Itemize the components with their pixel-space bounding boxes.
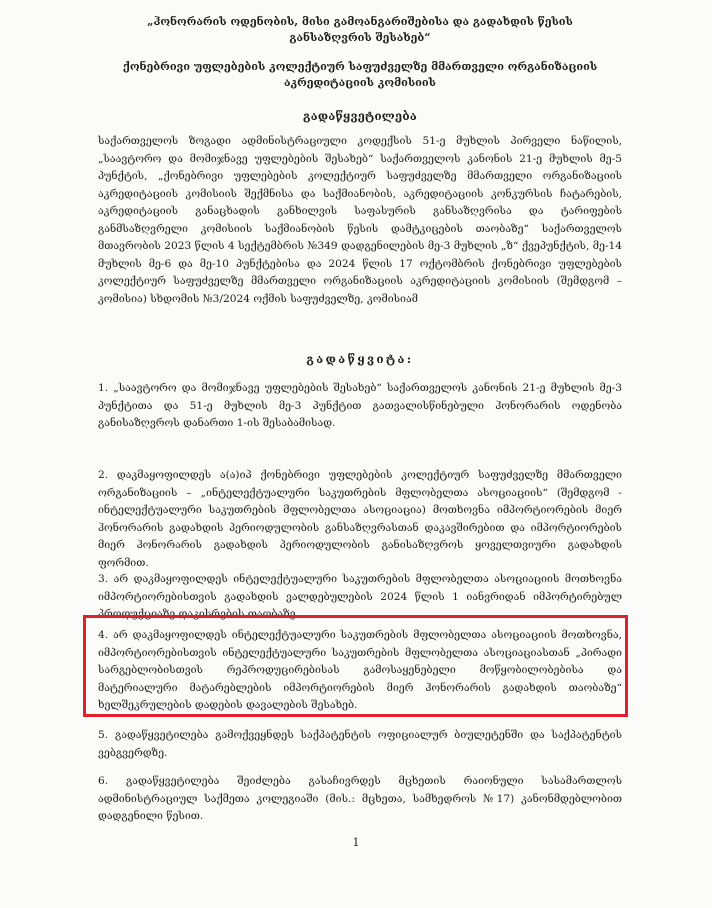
decision-item-4: 4. არ დაკმაყოფილდეს ინტელექტუალური საკუთრების მფლობელთა ასოციაციის მოთხოვნა, იმპორტიორებისთვის ინტელექტუალური საკუთრების მფლობელთა ასოციაციასთან „პირადი სარგებლობისთვის რეპროდუცირებისას გამოსაყენებელი მოწყობილობებისა და მატერიალური მატარებლების იმპორტიორების მიერ ჰონორარის გადახდის თაობაზე“ ხელშეკრულების დადების დავალების შესახებ.: [98, 629, 622, 711]
page-number: 1: [352, 836, 360, 849]
issuing-body: ქონებრივი უფლებების კოლექტიურ საფუძველზე მმართველი ორგანიზაციის აკრედიტაციის კომისიის: [122, 60, 598, 89]
decision-item-6: 6. გადაწყვეტილება შეიძლება გასაჩივრდეს მცხეთის რაიონული სასამართლოს ადმინისტრაციულ საქმეთა კოლეგიაში (მის.: მცხეთა, სამხედროს №17) კანონმდებლობით დადგენილი წესით.: [98, 775, 622, 822]
preamble-paragraph: საქართველოს ზოგადი ადმინისტრაციული კოდექსის 51-ე მუხლის პირველი ნაწილის, „საავტორო და მომიჯნავე უფლებების შესახებ“ საქართველოს კანონის 21-ე მუხლის მე-5 პუნქტის, „ქონებრივი უფლებების კოლექტიურ საფუძველზე მმართველი ორგანიზაციის აკრედიტაციის კომისიის შექმნისა და საქმიანობის, აკრედიტაციის კონკურსის ჩატარების, აკრედიტაციის განაცხადის განხილვის საფასურის განსაზღვრისა და ტარიფების განმსაზღვრელი კომისიის საქმიანობის წესის დამტკიცების თაობაზე“ საქართველოს მთავრობის 2023 წლის 4 სექტემბრის №349 დადგენილების მე-3 მუხლის „ზ“ ქვეპუნქტის, მე-14 მუხლის მე-6 და მე-10 პუნქტებისა და 2024 წლის 17 ოქტომბრის ქონებრივი უფლებების კოლექტიურ საფუძველზე მმართველი ორგანიზაციის აკრედიტაციის კომისიის (შემდგომ – კომისია) სხდომის №3/2024 ოქმის საფუძველზე, კომისიამ: [98, 135, 622, 305]
decision-item-1: 1. „საავტორო და მომიჯნავე უფლებების შესახებ“ საქართველოს კანონის 21-ე მუხლის მე-3 პუნქტითა და 51-ე მუხლის მე-3 პუნქტით გათვალისწინებული ჰონორარის ოდენობა განისაზღვროს დანართი 1-ის შესაბამისად.: [98, 382, 622, 429]
document-title: „ჰონორარის ოდენობის, მისი გამოანგარიშებისა და გადახდის წესის განსაზღვრის შესახებ“: [147, 15, 573, 44]
decision-item-2: 2. დაკმაყოფილდეს ა(ა)იპ ქონებრივი უფლებების კოლექტიურ საფუძველზე მმართველი ორგანიზაციის – „ინტელექტუალური საკუთრების მფლობელთა ასოციაციის“ (შემდგომ - ინტელექტუალური საკუთრების მფლობელთა ასოციაცია) მოთხოვნა იმპორტიორების მიერ ჰონორარის გადახდის პერიოდულობის განსაზღვრასთან დაკავშირებით და იმპორტიორების მიერ ჰონორარის გადახდის პერიოდულობის განისაზღვროს ყოველთვიური გადახდის ფორმით.: [98, 469, 622, 569]
decision-heading: გადაწყვეტილება: [303, 109, 417, 123]
decision-item-3: 3. არ დაკმაყოფილდეს ინტელექტუალური საკუთრების მფლობელთა ასოციაციის მოთხოვნა იმპორტიორებისთვის გადახდის ვალდებულების 2024 წლის 1 იანვრიდან იმპორტირებულ პროდუქციაზე დაკისრების თაობაზე.: [98, 573, 622, 620]
decided-heading: გადაწყვიტა:: [306, 352, 414, 366]
decision-item-5: 5. გადაწყვეტილება გამოქვეყნდეს საქპატენტის ოფიციალურ ბიულეტენში და საქპატენტის ვებგვერდზე.: [98, 729, 622, 759]
